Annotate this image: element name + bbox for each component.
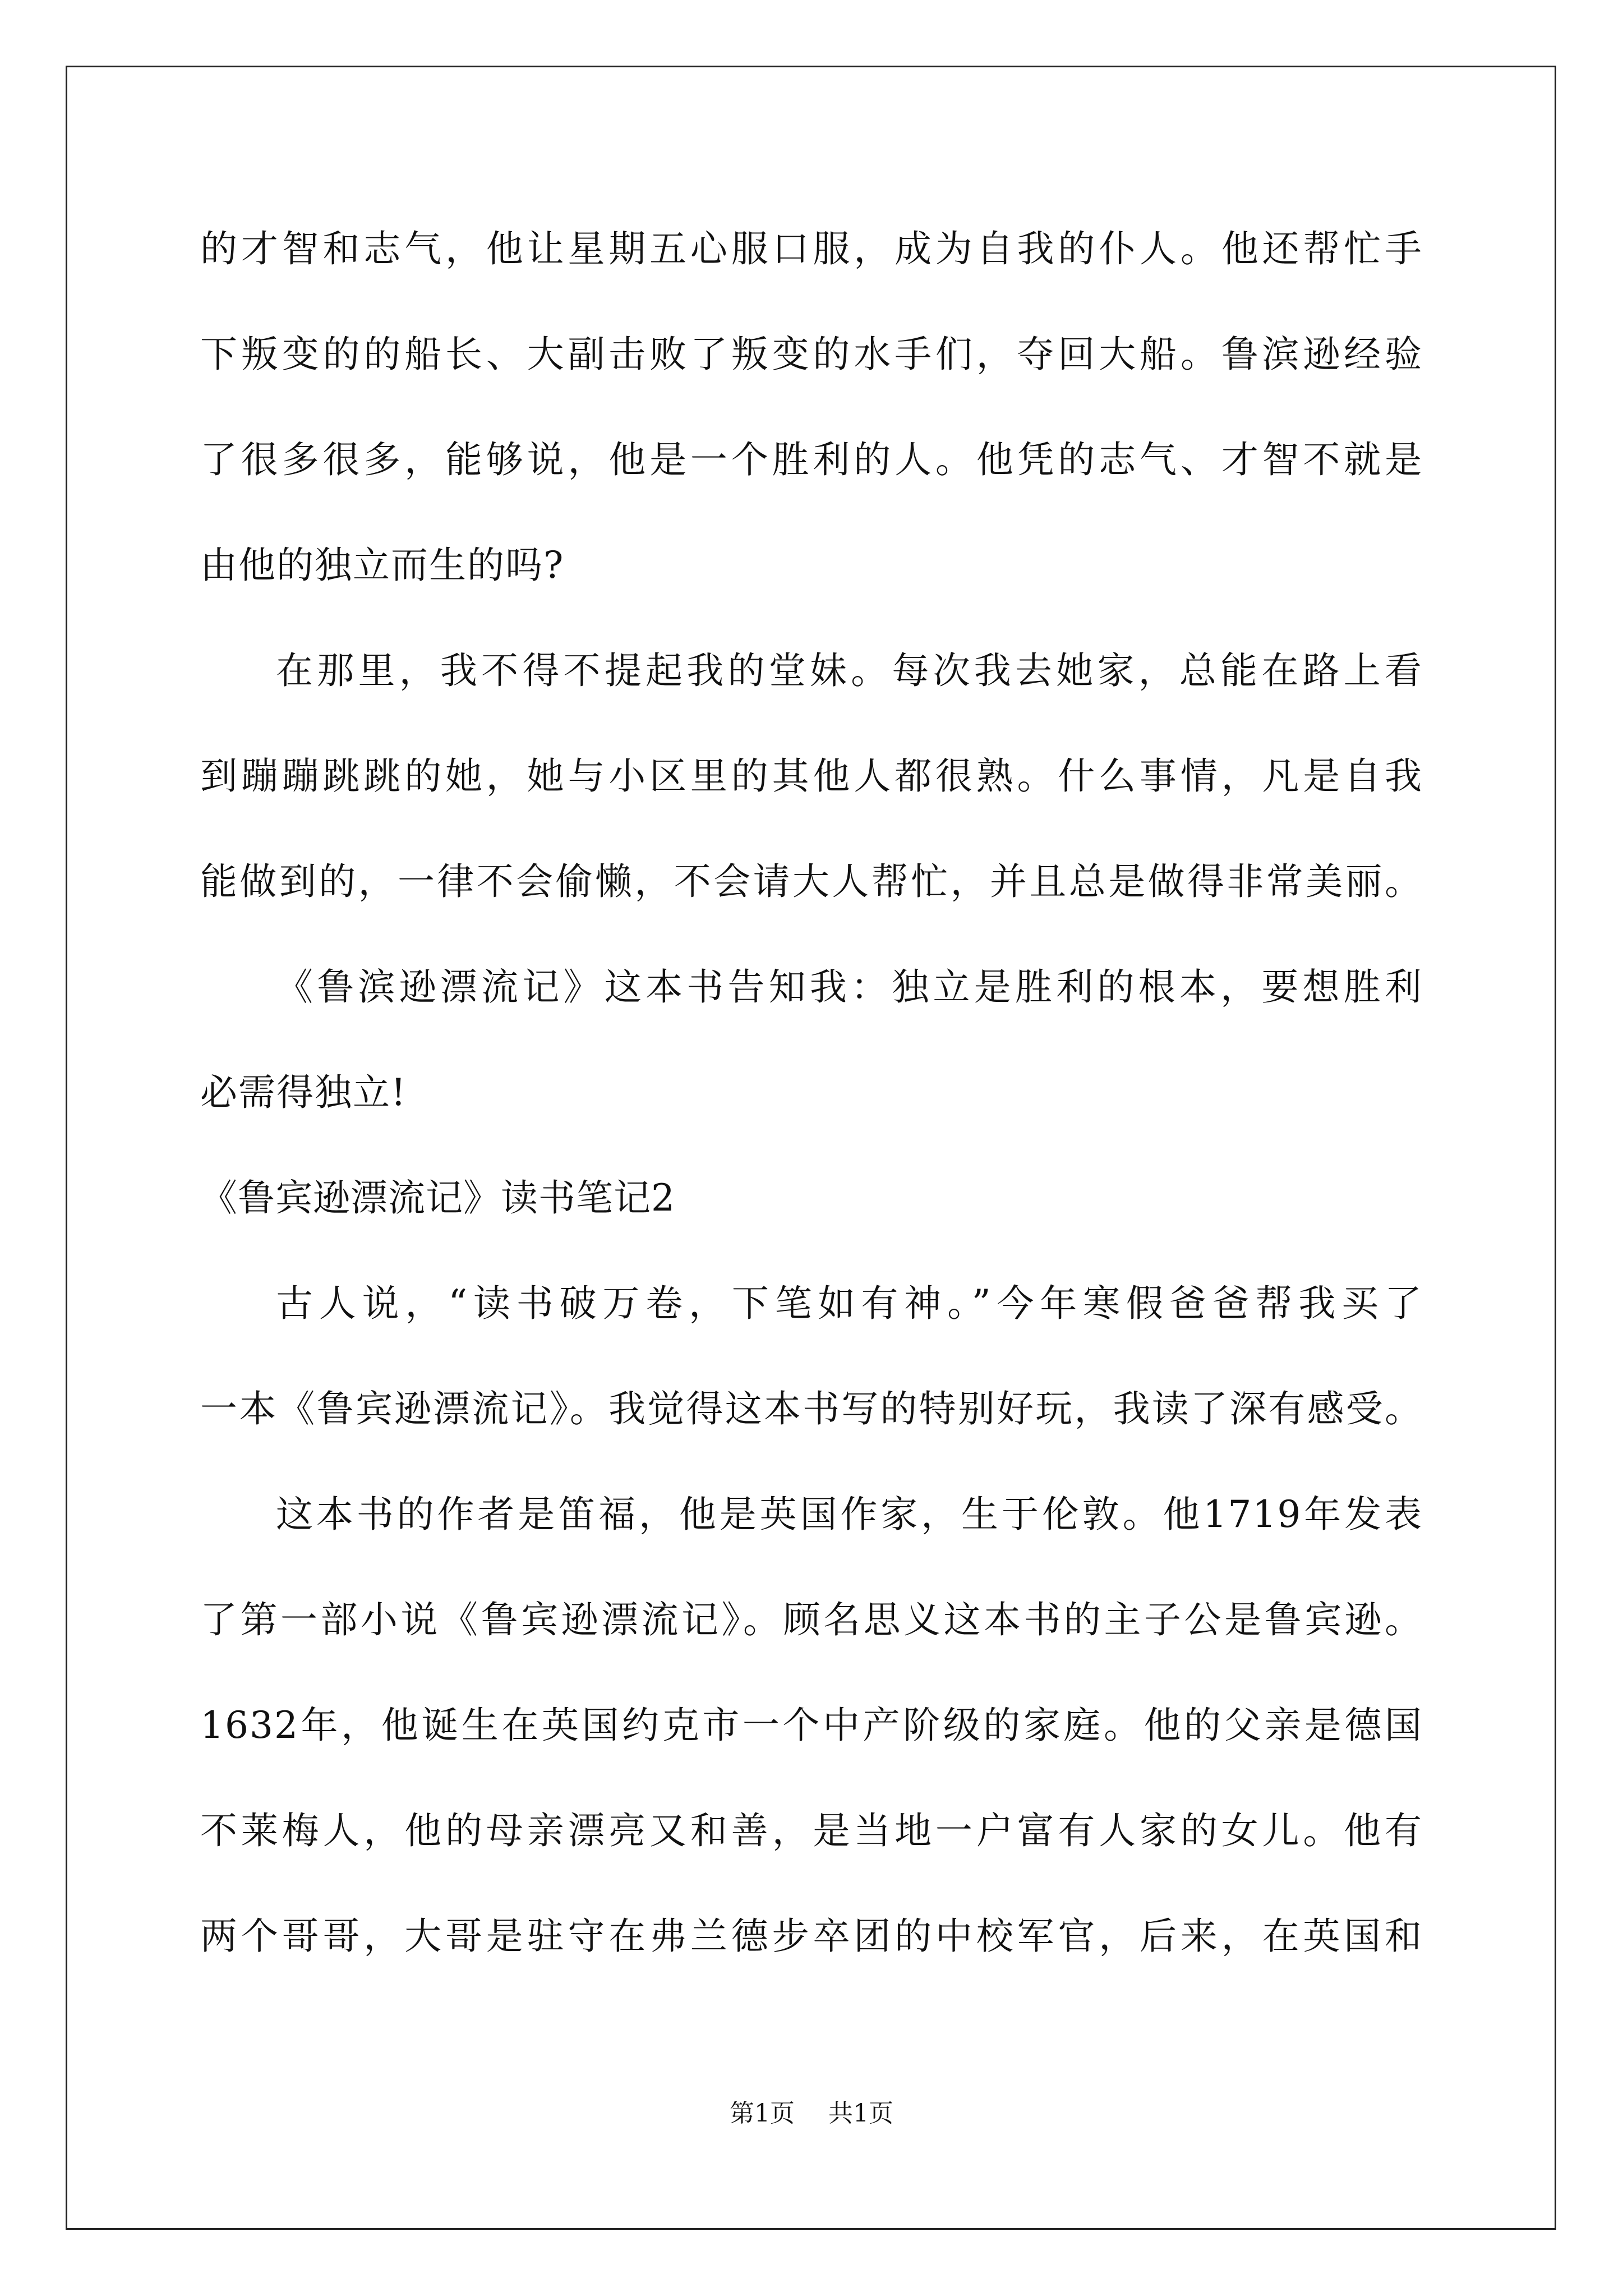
text-line: 了第一部小说《鲁宾逊漂流记》。顾名思义这本书的主子公是鲁宾逊。 <box>200 1598 1423 1641</box>
page-total: 共1页 <box>828 2099 893 2128</box>
text-line: 了很多很多，能够说，他是一个胜利的人。他凭的志气、才智不就是 <box>200 438 1423 481</box>
section-heading: 《鲁宾逊漂流记》读书笔记2 <box>200 1176 675 1220</box>
text-line: 不莱梅人，他的母亲漂亮又和善，是当地一户富有人家的女儿。他有 <box>200 1809 1423 1852</box>
paragraph-first-line: 这本书的作者是笛福，他是英国作家，生于伦敦。他1719年发表 <box>276 1493 1423 1536</box>
page-footer <box>0 2097 1623 2131</box>
text-line: 由他的独立而生的吗? <box>200 544 565 587</box>
text-line: 一本《鲁宾逊漂流记》。我觉得这本书写的特别好玩，我读了深有感受。 <box>200 1387 1423 1430</box>
paragraph-first-line: 在那里，我不得不提起我的堂妹。每次我去她家，总能在路上看 <box>276 649 1423 692</box>
text-line: 1632年，他诞生在英国约克市一个中产阶级的家庭。他的父亲是德国 <box>200 1704 1423 1747</box>
text-line: 两个哥哥，大哥是驻守在弗兰德步卒团的中校军官，后来，在英国和 <box>200 1915 1423 1958</box>
paragraph-first-line: 《鲁滨逊漂流记》这本书告知我：独立是胜利的根本，要想胜利 <box>276 965 1423 1009</box>
text-line: 到蹦蹦跳跳的她，她与小区里的其他人都很熟。什么事情，凡是自我 <box>200 754 1423 798</box>
text-line: 能做到的，一律不会偷懒，不会请大人帮忙，并且总是做得非常美丽。 <box>200 860 1423 903</box>
text-line: 必需得独立! <box>200 1071 407 1114</box>
document-body <box>200 196 1423 1989</box>
text-line: 下叛变的的船长、大副击败了叛变的水手们，夺回大船。鲁滨逊经验 <box>200 333 1423 376</box>
paragraph-first-line: 古人说，“读书破万卷，下笔如有神。”今年寒假爸爸帮我买了 <box>276 1282 1423 1325</box>
text-line: 的才智和志气，他让星期五心服口服，成为自我的仆人。他还帮忙手 <box>200 227 1423 270</box>
page-number: 第1页 <box>730 2099 795 2128</box>
